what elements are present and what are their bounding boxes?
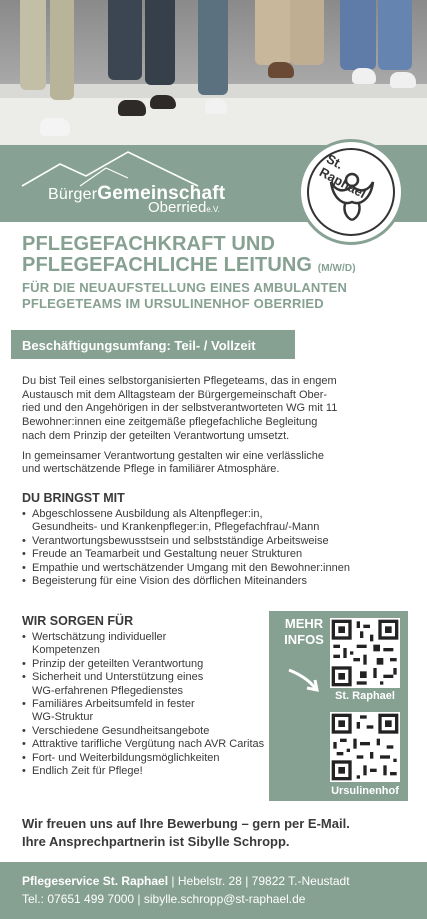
qr-code-icon (330, 712, 400, 782)
requirements-heading: DU BRINGST MIT (22, 491, 125, 505)
list-item: • Sicherheit und Unterstützung eines (22, 671, 322, 684)
more-info-label (279, 616, 329, 648)
footer-contact[interactable]: Tel.: 07651 499 7000 | sibylle.schropp@st-raphael.de (22, 892, 306, 906)
job-subtitle (22, 280, 347, 312)
list-item: • Endlich Zeit für Pflege! (22, 765, 322, 778)
arrow-icon (285, 666, 325, 694)
list-item: • Wertschätzung individueller (22, 631, 322, 644)
list-item: • Familiäres Arbeitsumfeld in fester (22, 698, 322, 711)
header-photo (0, 0, 427, 145)
intro-text (22, 375, 407, 483)
footer (0, 862, 427, 919)
intro-line: ried und den Angehörigen in der selbstverantworteten WG mit 11 (22, 402, 338, 415)
subtitle-line1: FÜR DIE NEUAUFSTELLUNG EINES AMBULANTEN (22, 280, 348, 295)
list-item: Gesundheits- und Krankenpfleger:in, Pflegefachfrau/-Mann (32, 521, 320, 534)
org-logo-place: Oberriede.V. (148, 199, 220, 216)
closing-text (22, 815, 350, 851)
qr-code-st-raphael[interactable] (330, 618, 400, 688)
list-item: • Abgeschlossene Ausbildung als Altenpfleger:in, (22, 508, 412, 521)
infos-label: INFOS (284, 632, 324, 647)
list-item: • Fort- und Weiterbildungsmöglichkeiten (22, 752, 322, 765)
footer-company: Pflegeservice St. Raphael (22, 874, 169, 888)
list-item: • Begeisterung für eine Vision des dörflichen Miteinanders (22, 575, 412, 588)
closing-line: Ihre Ansprechpartnerin ist Sibylle Schropp. (22, 834, 290, 849)
list-item: • Verschiedene Gesundheitsangebote (22, 725, 322, 738)
job-title-line1: PFLEGEFACHKRAFT UND (22, 233, 276, 255)
angel-icon (325, 168, 379, 222)
footer-address: | Hebelstr. 28 | 79822 T.-Neustadt (168, 874, 350, 888)
benefits-heading: WIR SORGEN FÜR (22, 614, 134, 628)
subtitle-line2: PFLEGETEAMS IM URSULINENHOF OBERRIED (22, 296, 324, 311)
intro-line: Du bist Teil eines selbstorganisierten Pflegeteams, das in engem (22, 375, 337, 387)
list-item: • Empathie und wertschätzender Umgang mit den Bewohner:innen (22, 562, 412, 575)
intro-line: nach dem Prinzip der geteilten Verantwortung umsetzt. (22, 429, 290, 442)
intro-line: und wertschätzende Pflege in familiärer Atmosphäre. (22, 463, 280, 476)
job-title-line2: PFLEGEFACHLICHE LEITUNG (22, 254, 313, 276)
gender-tag: (M/W/D) (317, 263, 356, 274)
st-raphael-badge (298, 139, 404, 245)
qr1-label: St. Raphael (335, 690, 395, 702)
list-item: • Attraktive tarifliche Vergütung nach AVR Caritas (22, 738, 322, 751)
intro-line: Austausch mit dem Alltagsteam der Bürgergemeinschaft Ober- (22, 388, 328, 401)
list-item: • Prinzip der geteilten Verantwortung (22, 658, 322, 671)
list-item: Kompetenzen (32, 644, 100, 657)
intro-line: Bewohner:innen eine zeitgemäße pflegefachliche Begleitung (22, 416, 318, 429)
employment-scope-bar: Beschäftigungsumfang: Teil- / Vollzeit (11, 330, 295, 359)
qr-code-ursulinenhof[interactable] (330, 712, 400, 782)
more-label: MEHR (284, 616, 324, 631)
requirements-list (22, 508, 412, 588)
job-title (22, 234, 356, 279)
qr2-label: Ursulinenhof (331, 785, 399, 797)
org-logo-wordmark: BürgerGemeinschaft (48, 183, 226, 204)
list-item: WG-Struktur (32, 711, 94, 724)
badge-label: St. Raphael (316, 151, 369, 202)
closing-line: Wir freuen uns auf Ihre Bewerbung – gern per E-Mail. (22, 816, 350, 831)
qr-code-icon (330, 618, 400, 688)
list-item: WG-erfahrenen Pflegedienstes (32, 684, 184, 697)
list-item: • Verantwortungsbewusstsein und selbstständige Arbeitsweise (22, 535, 412, 548)
intro-line: In gemeinsamer Verantwortung gestalten wir eine verlässliche (22, 449, 325, 462)
list-item: • Freude an Teamarbeit und Gestaltung neuer Strukturen (22, 548, 412, 561)
